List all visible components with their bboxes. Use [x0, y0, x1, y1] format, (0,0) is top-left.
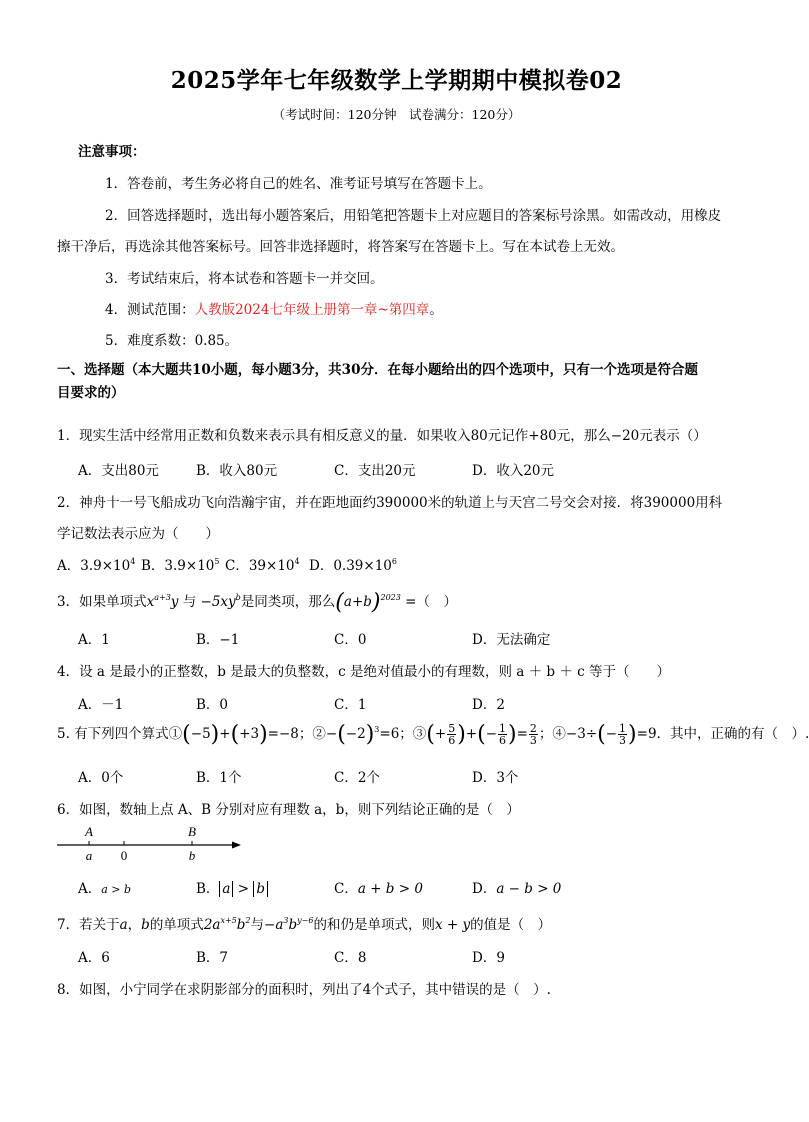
notice-heading: 注意事项：: [78, 144, 146, 160]
q3-end: （ ）: [416, 594, 457, 610]
q5-option-b[interactable]: B．1个: [196, 770, 242, 786]
notice-item-5: 5．难度系数：0.85。: [105, 333, 239, 349]
q7-mid4: 的和仍是单项式，则: [313, 917, 435, 933]
q6-option-d-expr: a − b > 0: [496, 881, 562, 897]
q6-option-d[interactable]: [472, 877, 561, 897]
q5-expression-1: ①(−5)+(+3)=−8；: [168, 722, 313, 747]
q3-option-c[interactable]: C．0: [334, 632, 367, 648]
q6-option-c[interactable]: [334, 877, 423, 897]
q6-option-a-expr: a > b: [101, 883, 132, 896]
notice-item-4: [105, 298, 443, 318]
q5-expression-4: ④−3÷(− $\frac{1}{3}$ )=9: [552, 722, 657, 747]
q7-prefix: 7．若关于: [57, 917, 120, 933]
q5-prefix: 5. 有下列四个算式: [57, 726, 169, 742]
q4-option-d[interactable]: D．2: [472, 697, 505, 713]
q7-stem: [57, 913, 551, 933]
q4-option-c[interactable]: C．1: [334, 697, 367, 713]
point-B-label: B: [188, 824, 196, 839]
q7-option-d[interactable]: D．9: [472, 950, 505, 966]
q7-mid3: 与: [250, 917, 265, 933]
q2-option-b-text: B．3.9×10: [141, 558, 215, 574]
q3-mid: 与: [182, 594, 197, 610]
q3-expression: $(a+b)^{2023}$ =: [335, 590, 417, 615]
q5-option-c[interactable]: C．2个: [334, 770, 380, 786]
q5-option-d[interactable]: D．3个: [472, 770, 519, 786]
q6-option-a[interactable]: [78, 877, 131, 897]
q7-sum: x + y: [434, 917, 471, 933]
q2-option-a-exp: 4: [130, 557, 136, 566]
notice-item-4-end: 。: [429, 302, 443, 318]
q3-stem: [57, 590, 457, 615]
q2-option-c[interactable]: [225, 554, 300, 574]
q6-option-b[interactable]: [196, 877, 268, 897]
q2-option-d-text: D．0.39×10: [309, 558, 392, 574]
q5-option-a[interactable]: A．0个: [78, 770, 124, 786]
q6-option-b-expr: a > b: [219, 881, 268, 897]
q7-monomial-1: $2a^{x+5}b^2$: [203, 916, 251, 933]
q1-stem: 1．现实生活中经常用正数和负数来表示具有相反意义的量．如果收入80元记作+80元，那么−20元表示（）: [57, 428, 707, 444]
number-line-arrow: [232, 842, 241, 849]
test-scope: 人教版2024七年级上册第一章~第四章: [194, 302, 430, 318]
q6-number-line: [55, 822, 250, 864]
origin-label: 0: [120, 848, 128, 863]
q7-var-b: b: [141, 917, 150, 933]
q7-option-a[interactable]: A．6: [78, 950, 110, 966]
q2-option-d-exp: 6: [391, 557, 397, 566]
q7-var-a: a: [119, 917, 128, 933]
notice-item-2: 2．回答选择题时，选出每小题答案后，用铅笔把答题卡上对应题目的答案标号涂黑。如需改动，用橡皮: [105, 208, 722, 224]
q6-stem: 6．如图，数轴上点 A、B 分别对应有理数 a，b，则下列结论正确的是（ ）: [57, 802, 520, 818]
q2-stem: 2．神舟十一号飞船成功飞向浩瀚宇宙，并在距地面约390000米的轨道上与天宫二号交会对接．将390000用科: [57, 495, 723, 511]
q2-option-c-text: C．39×10: [225, 558, 295, 574]
q6-option-a-label: A．: [78, 881, 102, 897]
section1-heading-cont: 目要求的）: [57, 385, 125, 401]
q3-suffix: 是同类项，那么: [240, 594, 336, 610]
q4-option-b[interactable]: B．0: [196, 697, 229, 713]
q2-option-b-exp: 5: [214, 557, 220, 566]
q5-stem: [57, 722, 809, 747]
q7-monomial-2: $-a^3b^{y-6}$: [264, 916, 314, 933]
q7-option-b[interactable]: B．7: [196, 950, 229, 966]
section1-heading: 一、选择题（本大题共10小题，每小题3分，共30分．在每小题给出的四个选项中，只有一个选项是符合题: [57, 362, 698, 378]
q1-option-a[interactable]: A．支出80元: [78, 463, 159, 479]
point-A-label: A: [85, 824, 93, 839]
q6-option-d-label: D．: [472, 881, 497, 897]
q6-option-c-label: C．: [334, 881, 358, 897]
notice-item-4-label: 4．测试范围：: [105, 302, 195, 318]
notice-item-2-cont: 擦干净后，再选涂其他答案标号。回答非选择题时，将答案写在答题卡上。写在本试卷上无效。: [57, 239, 624, 255]
q2-stem-cont: 学记数法表示应为（ ）: [57, 526, 219, 542]
q2-option-c-exp: 4: [294, 557, 300, 566]
q1-option-c[interactable]: C．支出20元: [334, 463, 416, 479]
q7-mid2: 的单项式: [149, 917, 204, 933]
q2-option-b[interactable]: [141, 554, 219, 574]
q2-option-a[interactable]: [57, 554, 135, 574]
exam-title: 2025学年七年级数学上学期期中模拟卷02: [170, 67, 623, 94]
q3-prefix: 3．如果单项式: [57, 594, 147, 610]
q5-suffix: ．其中，正确的有（ ）.: [656, 726, 809, 742]
q3-monomial-1: $x^{a+3}y$: [146, 593, 179, 610]
q1-option-b[interactable]: B．收入80元: [196, 463, 278, 479]
value-a-label: a: [85, 848, 93, 863]
q4-stem: 4．设 a 是最小的正整数，b 是最大的负整数，c 是绝对值最小的有理数，则 a ＋ b ＋ c 等于（ ）: [57, 664, 671, 680]
q7-mid1: ，: [127, 917, 142, 933]
q6-option-b-label: B．: [196, 881, 220, 897]
q4-option-a[interactable]: A．－1: [78, 697, 124, 713]
exam-subtitle: （考试时间：120分钟 试卷满分：120分）: [272, 107, 521, 122]
q3-option-a[interactable]: A．1: [78, 632, 110, 648]
q5-expression-2: $②-(-2)^3=6$；: [312, 722, 413, 747]
q8-stem: 8．如图，小宁同学在求阴影部分的面积时，列出了4个式子，其中错误的是（ ）.: [57, 982, 551, 998]
q5-expression-3: ③(+ $\frac{5}{6}$ )+(− $\frac{1}{6}$ )= $\frac{2}{3}$ ；: [412, 722, 553, 747]
q1-option-d[interactable]: D．收入20元: [472, 463, 555, 479]
q7-end: 的值是（ ）: [470, 917, 552, 933]
notice-item-1: 1．答卷前，考生务必将自己的姓名、准考证号填写在答题卡上。: [105, 176, 492, 192]
value-b-label: b: [188, 848, 196, 863]
q3-monomial-2: $-5xy^b$: [200, 593, 241, 610]
q3-option-b[interactable]: B．−1: [196, 632, 240, 648]
q6-option-c-expr: a + b > 0: [357, 881, 423, 897]
q3-option-d[interactable]: D．无法确定: [472, 632, 551, 648]
q2-option-d[interactable]: [309, 554, 397, 574]
q2-option-a-text: A．3.9×10: [57, 558, 131, 574]
q7-option-c[interactable]: C．8: [334, 950, 367, 966]
notice-item-3: 3．考试结束后，将本试卷和答题卡一并交回。: [105, 271, 384, 287]
